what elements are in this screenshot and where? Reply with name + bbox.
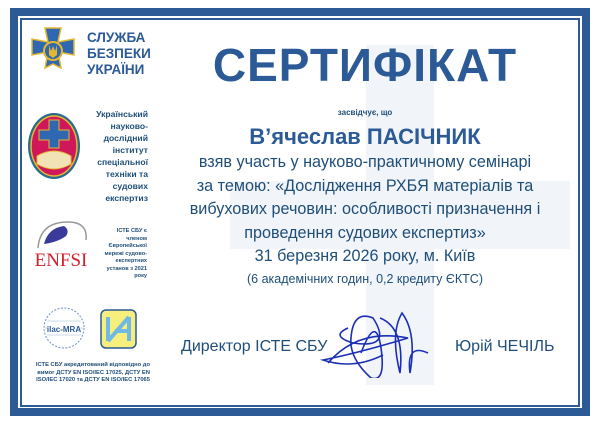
credit-hours: (6 академічних годин, 0,2 кредиту ЄКТС) [247, 272, 483, 286]
accreditation-note: ІСТЕ СБУ акредитований відповідно до вимог ДСТУ EN ISO/IEC 17025, ДСТУ EN ISO/IEC 17020 та ДСТУ EN ISO/IEC 17065 [35, 362, 150, 383]
enfsi-logo-icon [30, 218, 92, 270]
body-line: проведення судових експертиз» [244, 223, 486, 242]
institute-emblem-icon [27, 112, 81, 180]
institute-name: Український науково-дослідний інститут спеціальної техніки та судових експертиз [96, 109, 148, 203]
certificate-body [175, 151, 555, 269]
certifies-text: засвідчує, що [337, 108, 393, 117]
signatory-position: Директор ІСТЕ СБУ [181, 338, 328, 355]
body-line: за темою: «Дослідження РХБЯ матеріалів та [196, 176, 534, 195]
sbu-name-line: СЛУЖБА [87, 30, 146, 45]
body-line: вибухових речовин: особливості призначення і [189, 200, 541, 218]
recipient-name: В’ячеслав ПАСІЧНИК [249, 124, 481, 149]
enfsi-logo-text: ENFSI [34, 250, 88, 270]
signatory-name: Юрій ЧЕЧІЛЬ [455, 338, 555, 355]
certificate-title: СЕРТИФІКАТ [212, 39, 518, 91]
handwritten-signature [318, 308, 443, 378]
ilac-mra-logo-icon [43, 307, 85, 349]
enfsi-membership-note: ІСТЕ СБУ є членом Європейської мережі судово-експертних установ з 2021 року [104, 228, 147, 279]
sbu-name-line: УКРАЇНИ [87, 62, 145, 77]
accreditation-agency-logo-icon [100, 309, 137, 349]
body-line: 31 березня 2026 року, м. Київ [254, 247, 476, 265]
sbu-name-line: БЕЗПЕКИ [87, 46, 151, 61]
ilac-logo-text: ilac-MRA [46, 325, 82, 334]
sbu-emblem-icon [27, 24, 79, 80]
body-line: взяв участь у науково-практичному семінарі [198, 153, 532, 171]
sbu-name [87, 30, 151, 78]
